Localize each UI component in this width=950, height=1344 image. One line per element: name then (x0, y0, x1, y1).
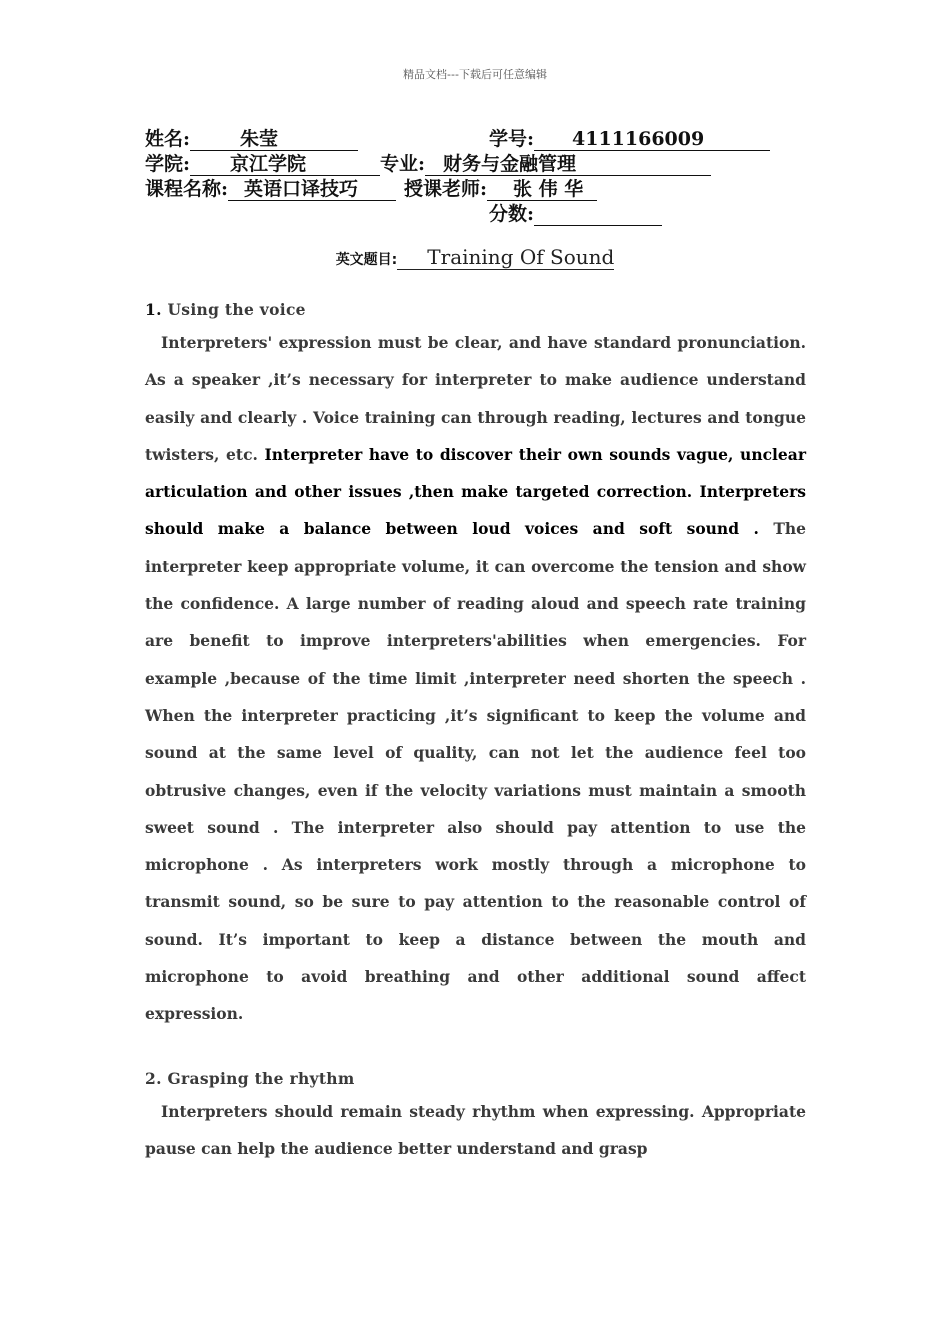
college-value: 京江学院 (230, 153, 307, 175)
course-row (145, 174, 597, 200)
english-title (0, 246, 950, 269)
essay-body (145, 296, 806, 1167)
section-paragraph (145, 1093, 806, 1168)
watermark: 精品文档---下载后可任意编辑 (403, 68, 547, 81)
student-id-row (489, 124, 770, 150)
paragraph-text: Interpreters' expression must be clear, and have standard pronunciation. As a speaker ,it’s necessary for interpreter to make audience understand easily and clearly . Voice training can through reading, lectures and tongue twisters, etc. (145, 333, 806, 464)
section-heading (145, 296, 806, 324)
course-value: 英语口译技巧 (244, 178, 359, 200)
section-title: Grasping the rhythm (167, 1068, 355, 1088)
section-number: 1. (145, 300, 162, 319)
paragraph-text: The interpreter keep appropriate volume, it can overcome the tension and show the confidence. A large number of reading aloud and speech rate training are benefit to improve interpreters'abilities when emergencies. For example ,because of the time limit ,interpreter need shorten the speech . When the interpreter practicing ,it’s significant to keep the volume and sound at the same level of quality, can not let the audience feel too obtrusive changes, even if the velocity variations must maintain a smooth sweet sound . The interpreter also should pay attention to use the microphone . As interpreters work mostly through a microphone to transmit sound, so be sure to pay attention to the reasonable control of sound. It’s important to keep a distance between the mouth and microphone to avoid breathing and other additional sound affect expression. (145, 519, 806, 1024)
major-label: 专业: (380, 153, 426, 175)
english-title-label: 英文题目: (335, 252, 398, 268)
course-field (228, 178, 396, 201)
score-field (534, 203, 662, 226)
teacher-value: 张 伟 华 (513, 178, 584, 200)
section-heading (145, 1065, 806, 1093)
course-label: 课程名称: (145, 178, 229, 200)
paragraph-text: Interpreters should remain steady rhythm when expressing. Appropriate pause can help the audience better understand and grasp (145, 1101, 806, 1158)
major-field (425, 153, 711, 176)
score-label: 分数: (489, 203, 535, 225)
score-row (489, 199, 662, 225)
section-number: 2. (145, 1068, 162, 1088)
name-row (145, 124, 358, 150)
teacher-field (487, 178, 597, 201)
section-title: Using the voice (167, 300, 306, 319)
student-id-value: 4111166009 (572, 128, 705, 150)
college-label: 学院: (145, 153, 191, 175)
section-paragraph (145, 324, 806, 1033)
section-spacer (145, 1033, 806, 1065)
name-field (190, 128, 358, 151)
student-id-label: 学号: (489, 128, 535, 150)
paragraph-text-emphasis: Interpreter have to discover their own sounds vague, unclear articulation and other issues ,then make targeted correction. Interpreters should make a balance between loud voices and soft sound . (145, 444, 806, 539)
english-title-value: Training Of Sound (397, 245, 614, 270)
college-row (145, 149, 711, 175)
student-id-field (534, 128, 770, 151)
major-value: 财务与金融管理 (443, 153, 577, 175)
name-value: 朱莹 (240, 128, 279, 150)
teacher-label: 授课老师: (404, 178, 488, 200)
college-field (190, 153, 380, 176)
name-label: 姓名: (145, 128, 191, 150)
